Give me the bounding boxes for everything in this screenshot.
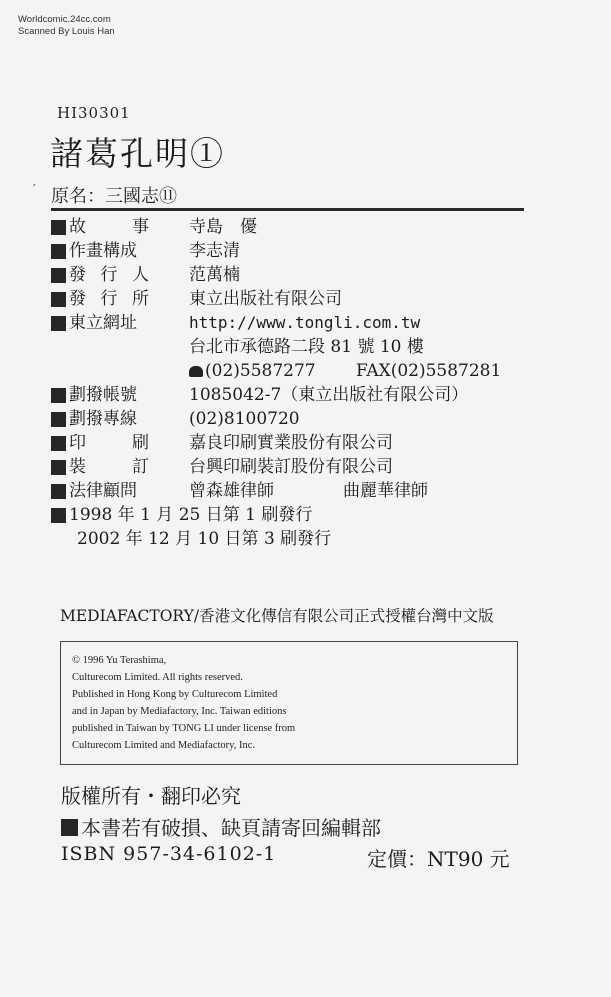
- scan-credit: [18, 14, 115, 38]
- credit-row-address: [51, 335, 551, 359]
- credit-row-account: [51, 383, 551, 407]
- credit-label: 作畫構成: [51, 239, 137, 263]
- isbn: ISBN 957-34-6102-1: [61, 843, 277, 865]
- label-char: 發: [69, 265, 86, 285]
- credit-value: 曾森雄律師: [189, 481, 274, 501]
- credit-row-publisher: [51, 263, 551, 287]
- rights-notice: 版權所有・翻印必究: [61, 784, 241, 808]
- copyright-line: Published in Hong Kong by Culturecom Limited: [72, 689, 278, 700]
- credit-row-website: [51, 311, 551, 335]
- print-date-first: 1998 年 1 月 25 日第 1 刷發行: [51, 503, 551, 527]
- credit-label: [51, 455, 149, 479]
- copyright-line: published in Taiwan by TONG LI under license from: [72, 723, 296, 734]
- credit-label: 劃撥專線: [51, 407, 137, 431]
- website-url: http://www.tongli.com.tw: [189, 313, 421, 332]
- bullet-square-icon: [51, 460, 66, 475]
- credit-value: 東立出版社有限公司: [189, 289, 342, 309]
- bullet-square-icon: [51, 244, 66, 259]
- bullet-square-icon: [51, 268, 66, 283]
- credit-row-art: [51, 239, 551, 263]
- address-value: 台北市承德路二段 81 號 10 樓: [189, 337, 424, 357]
- credit-label: [51, 263, 149, 287]
- copyright-line: © 1996 Yu Terashima,: [72, 655, 167, 666]
- label-char: 事: [132, 217, 149, 237]
- credit-row-phone: [51, 359, 551, 383]
- label-char: 行: [100, 265, 118, 285]
- credit-value: 寺島 優: [189, 217, 257, 237]
- credit-row-publishing-house: [51, 287, 551, 311]
- fax-value: FAX(02)5587281: [356, 361, 502, 381]
- bullet-square-icon: [51, 292, 66, 307]
- bullet-square-icon: [51, 316, 66, 331]
- credit-value: 嘉良印刷實業股份有限公司: [189, 433, 393, 453]
- book-title: 諸葛孔明①: [50, 134, 225, 173]
- original-title: 原名：三國志⑪: [51, 186, 177, 207]
- label-char: 故: [69, 217, 86, 237]
- credit-row-story: [51, 215, 551, 239]
- copyright-line: and in Japan by Mediafactory, Inc. Taiwan editions: [72, 706, 287, 717]
- credit-value-second: 曲麗華律師: [343, 481, 428, 501]
- scan-credit-site: Worldcomic.24cc.com: [18, 14, 111, 25]
- label-char: 發: [69, 289, 86, 309]
- label-char: 人: [132, 265, 149, 285]
- bullet-square-icon: [51, 484, 66, 499]
- credit-row-legal: [51, 479, 551, 503]
- copyright-line: Culturecom Limited and Mediafactory, Inc.: [72, 740, 256, 751]
- credit-value: 范萬楠: [189, 265, 240, 285]
- phone-value: (02)5587277: [189, 359, 316, 383]
- copyright-line: Culturecom Limited. All rights reserved.: [72, 672, 243, 683]
- credit-row-binding: [51, 455, 551, 479]
- credit-row-printer: [51, 431, 551, 455]
- credit-value: 台興印刷裝訂股份有限公司: [189, 457, 393, 477]
- tick-mark: ′: [33, 182, 36, 196]
- copyright-box: [60, 641, 518, 765]
- credit-row-hotline: [51, 407, 551, 431]
- credit-label: [51, 287, 149, 311]
- damage-notice: 本書若有破損、缺頁請寄回編輯部: [61, 812, 381, 841]
- label-char: 裝: [69, 457, 86, 477]
- credit-label: 法律顧問: [51, 479, 137, 503]
- bullet-square-icon: [51, 436, 66, 451]
- scan-credit-scanner: Scanned By Louis Han: [18, 26, 115, 37]
- book-code: HI30301: [57, 104, 131, 122]
- credit-value: (02)8100720: [189, 409, 300, 429]
- credit-value: 1085042-7（東立出版社有限公司）: [189, 385, 469, 405]
- label-char: 刷: [132, 433, 149, 453]
- credit-value: 李志清: [189, 241, 240, 261]
- bullet-square-icon: [51, 508, 66, 523]
- label-char: 所: [132, 289, 149, 309]
- bullet-square-icon: [51, 220, 66, 235]
- bullet-square-icon: [51, 388, 66, 403]
- bullet-square-icon: [61, 819, 78, 836]
- phone-icon: [189, 366, 203, 377]
- bullet-square-icon: [51, 412, 66, 427]
- credit-label: [51, 431, 149, 455]
- credit-label: [51, 215, 149, 239]
- credit-label: 劃撥帳號: [51, 383, 137, 407]
- divider-rule: [51, 208, 524, 211]
- label-char: 行: [100, 289, 118, 309]
- label-char: 印: [69, 433, 86, 453]
- credits-list: [51, 215, 551, 551]
- license-statement: MEDIAFACTORY/香港文化傳信有限公司正式授權台灣中文版: [60, 607, 494, 625]
- print-date-third: 2002 年 12 月 10 日第 3 刷發行: [77, 529, 332, 549]
- credit-label: 東立網址: [51, 311, 137, 335]
- price: 定價：NT90 元: [367, 847, 510, 871]
- label-char: 訂: [132, 457, 149, 477]
